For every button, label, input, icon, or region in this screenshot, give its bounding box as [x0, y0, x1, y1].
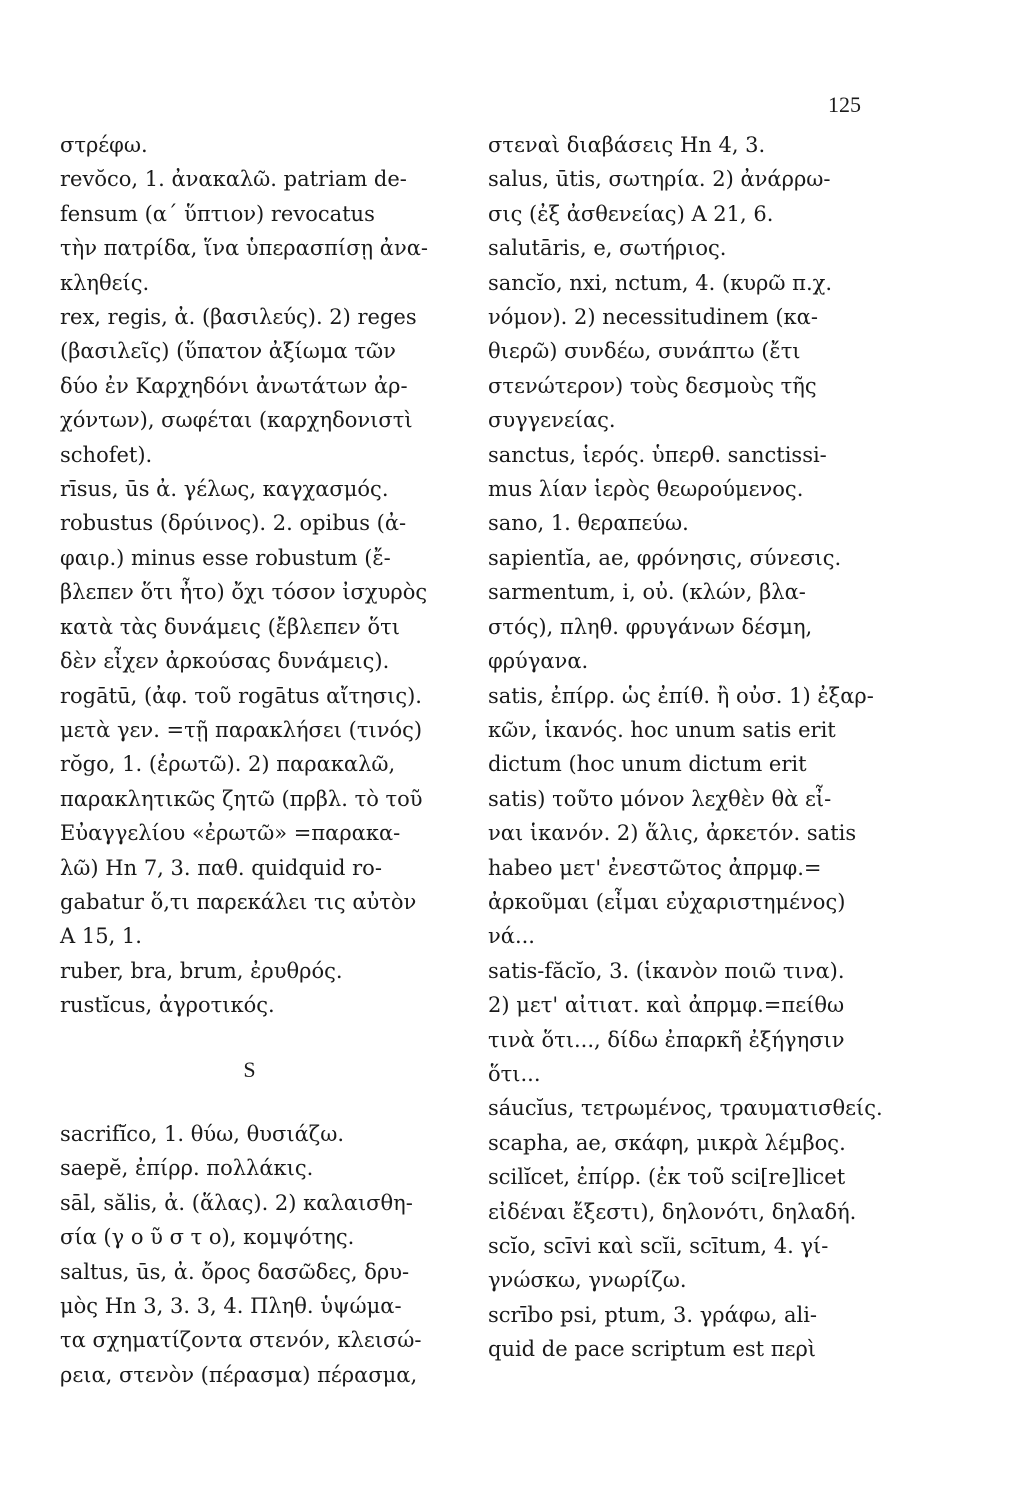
- text-line: εἰδέναι ἔξεστι), δηλονότι, δηλαδή.: [488, 1199, 857, 1224]
- text-line: ἀρκοῦμαι (εἶμαι εὐχαριστημένος): [488, 889, 846, 914]
- page-number: 125: [828, 92, 861, 117]
- text-line: νόμον). 2) necessitudinem (κα-: [488, 305, 818, 330]
- text-line: sáucĭus, τετρωμένος, τραυματισθείς.: [488, 1096, 883, 1121]
- text-line: τινὰ ὅτι..., δίδω ἐπαρκῆ ἐξήγησιν: [488, 1027, 845, 1052]
- text-line: salutāris, e, σωτήριος.: [488, 236, 727, 261]
- text-line: στρέφω.: [60, 133, 148, 157]
- text-line: χόντων), σωφέται (καρχηδονιστὶ: [60, 408, 413, 433]
- text-line: revŏco, 1. ἀνακαλῶ. patriam de-: [60, 167, 407, 192]
- text-line: sacrifĭco, 1. θύω, θυσιάζω.: [60, 1121, 344, 1146]
- text-line: A 15, 1.: [60, 924, 142, 949]
- text-line: scilĭcet, ἐπίρρ. (ἐκ τοῦ sci[re]licet: [488, 1165, 846, 1190]
- text-line: sāl, sălis, ἀ. (ἅλας). 2) καλαισθη-: [60, 1190, 413, 1215]
- text-line: scrībo psi, ptum, 3. γράφω, ali-: [488, 1302, 818, 1327]
- text-line: (βασιλεῖς) (ὕπατον ἀξίωμα τῶν: [60, 339, 396, 364]
- text-line: μετὰ γεν. =τῇ παρακλήσει (τινός): [60, 717, 423, 742]
- text-line: παρακλητικῶς ζητῶ (πρβλ. τὸ τοῦ: [60, 786, 423, 811]
- text-line: ναι ἱκανόν. 2) ἅλις, ἀρκετόν. satis: [488, 821, 857, 846]
- text-line: ὅτι...: [488, 1061, 541, 1086]
- text-line: 2) μετ' αἰτιατ. καὶ ἀπρμφ.=πείθω: [488, 993, 845, 1018]
- text-line: λῶ) Hn 7, 3. παθ. quidquid ro-: [60, 855, 382, 880]
- text-line: gabatur ὅ,τι παρεκάλει τις αὐτὸν: [60, 889, 417, 914]
- section-letter: S: [243, 1056, 257, 1082]
- text-line: saltus, ūs, ἀ. ὄρος δασῶδες, δρυ-: [60, 1259, 410, 1284]
- text-line: dictum (hoc unum dictum erit: [488, 752, 807, 777]
- text-line: fensum (α΄ ὕπτιον) revocatus: [60, 201, 375, 226]
- text-line: στός), πληθ. φρυγάνων δέσμη,: [488, 614, 813, 639]
- text-line: sarmentum, i, οὐ. (κλών, βλα-: [488, 580, 806, 605]
- text-line: salus, ūtis, σωτηρία. 2) ἀνάρρω-: [488, 167, 831, 192]
- text-line: scĭo, scīvi καὶ scĭi, scītum, 4. γί-: [488, 1234, 829, 1258]
- text-line: φρύγανα.: [488, 649, 589, 674]
- text-line: scapha, ae, σκάφη, μικρὰ λέμβος.: [488, 1130, 846, 1155]
- text-line: rex, regis, ἀ. (βασιλεύς). 2) reges: [60, 305, 417, 330]
- text-line: στενώτερον) τοὺς δεσμοὺς τῆς: [488, 373, 817, 398]
- text-line: σις (ἐξ ἀσθενείας) A 21, 6.: [488, 201, 774, 226]
- text-line: τα σχηματίζοντα στενόν, κλεισώ-: [60, 1328, 422, 1353]
- text-line: quid de pace scriptum est περὶ: [488, 1337, 817, 1362]
- right-column-lines: [488, 128, 883, 1367]
- text-line: βλεπεν ὅτι ἦτο) ὄχι τόσον ἰσχυρὸς: [60, 580, 428, 605]
- text-line: δύο ἐν Καρχηδόνι ἀνωτάτων ἀρ-: [60, 373, 408, 398]
- text-line: ρεια, στενὸν (πέρασμα) πέρασμα,: [60, 1362, 418, 1387]
- text-line: sanctus, ἱερός. ὑπερθ. sanctissi-: [488, 442, 827, 467]
- text-line: saepĕ, ἐπίρρ. πολλάκις.: [60, 1156, 314, 1181]
- text-line: habeo μετ' ἐνεστῶτος ἀπρμφ.=: [488, 855, 822, 880]
- text-line: γνώσκω, γνωρίζω.: [488, 1268, 687, 1293]
- text-line: robustus (δρύινος). 2. opibus (ἀ-: [60, 511, 407, 536]
- text-line: συγγενείας.: [488, 408, 616, 433]
- text-line: rīsus, ūs ἀ. γέλως, καγχασμός.: [60, 477, 389, 502]
- text-line: sano, 1. θεραπεύω.: [488, 511, 689, 536]
- text-line: κληθείς.: [60, 270, 150, 295]
- text-line: schofet).: [60, 442, 153, 467]
- text-line: μὸς Hn 3, 3. 3, 4. Πληθ. ὑψώμα-: [60, 1294, 402, 1318]
- text-line: νά...: [488, 924, 535, 949]
- text-line: rustĭcus, ἀγροτικός.: [60, 993, 275, 1018]
- text-line: ruber, bra, brum, ἐρυθρός.: [60, 958, 343, 983]
- text-line: mus λίαν ἱερὸς θεωρούμενος.: [488, 477, 804, 502]
- left-column-lines: [60, 128, 440, 1023]
- right-column: [488, 128, 883, 1367]
- left-column: [60, 128, 440, 1392]
- text-line: Εὐαγγελίου «ἐρωτῶ» =παρακα-: [60, 821, 401, 846]
- text-line: στεναὶ διαβάσεις Hn 4, 3.: [488, 133, 766, 157]
- text-line: satis) τοῦτο μόνον λεχθὲν θὰ εἶ-: [488, 786, 832, 811]
- text-line: φαιρ.) minus esse robustum (ἔ-: [60, 545, 391, 570]
- text-line: satis, ἐπίρρ. ὡς ἐπίθ. ἢ οὐσ. 1) ἐξαρ-: [488, 683, 874, 708]
- text-line: rogātū, (ἀφ. τοῦ rogātus αἴτησις).: [60, 683, 422, 708]
- text-line: σία (γ ο ῦ σ τ ο), κομψότης.: [60, 1225, 355, 1250]
- text-line: τὴν πατρίδα, ἵνα ὑπερασπίσῃ ἀνα-: [60, 236, 429, 261]
- text-line: sancĭo, nxi, nctum, 4. (κυρῶ π.χ.: [488, 270, 833, 295]
- text-line: sapientĭa, ae, φρόνησις, σύνεσις.: [488, 545, 842, 570]
- left-column-lines-after: [60, 1117, 440, 1392]
- text-line: rŏgo, 1. (ἐρωτῶ). 2) παρακαλῶ,: [60, 752, 396, 777]
- text-line: θιερῶ) συνδέω, συνάπτω (ἔτι: [488, 339, 801, 364]
- text-line: δὲν εἶχεν ἀρκούσας δυνάμεις).: [60, 649, 390, 674]
- text-line: satis-făcĭo, 3. (ἱκανὸν ποιῶ τινα).: [488, 958, 845, 983]
- text-line: κατὰ τὰς δυνάμεις (ἔβλεπεν ὅτι: [60, 614, 400, 639]
- text-line: κῶν, ἱκανός. hoc unum satis erit: [488, 717, 836, 742]
